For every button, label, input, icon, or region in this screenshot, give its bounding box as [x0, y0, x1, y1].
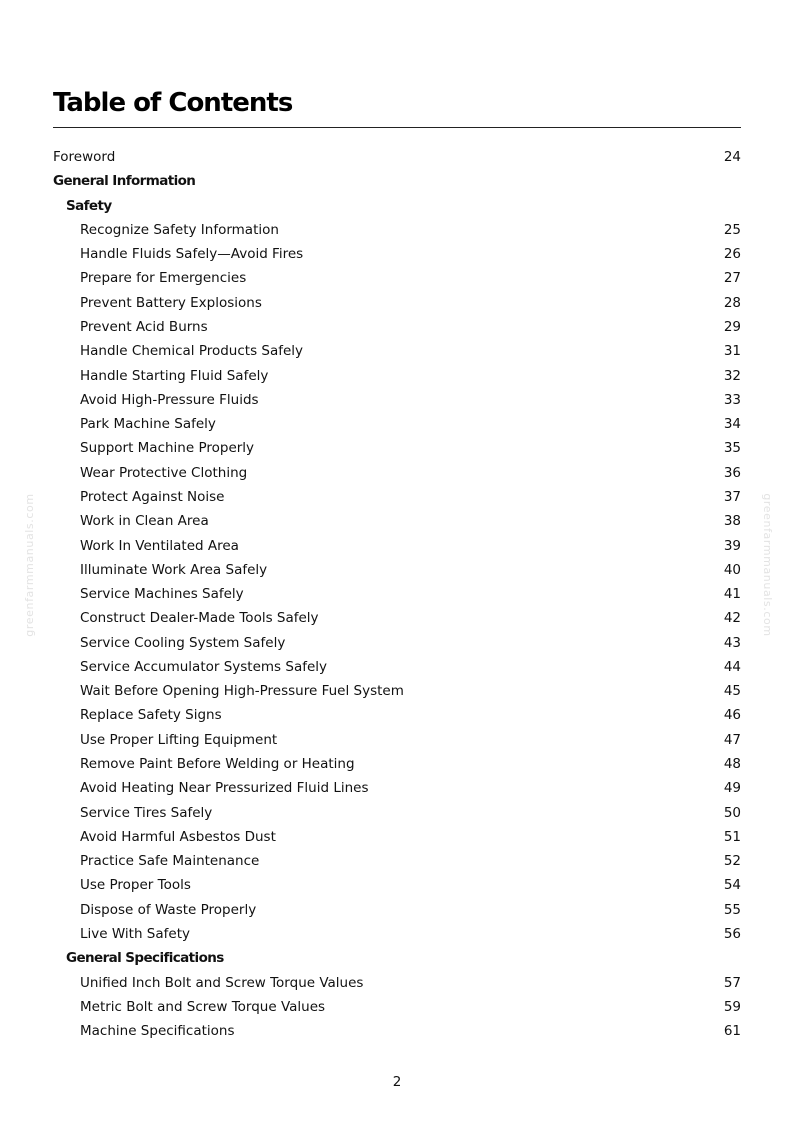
toc-entry-page: 42: [723, 610, 741, 627]
toc-entry[interactable]: [53, 801, 741, 825]
toc-entry[interactable]: [53, 752, 741, 776]
toc-entry-title: Recognize Safety Information: [80, 221, 279, 238]
toc-entry-title: Replace Safety Signs: [80, 707, 222, 724]
toc-entry-title: Avoid Harmful Asbestos Dust: [80, 828, 276, 845]
toc-entry[interactable]: [53, 364, 741, 388]
toc-entry-title: Avoid Heating Near Pressurized Fluid Lines: [80, 780, 369, 797]
toc-entry-page: 36: [723, 464, 741, 481]
toc-entry[interactable]: [53, 509, 741, 533]
toc-entry-title: Prevent Battery Explosions: [80, 294, 262, 311]
toc-entry-title: Park Machine Safely: [80, 416, 216, 433]
toc-entry[interactable]: [53, 412, 741, 436]
toc-entry-page: 57: [723, 974, 741, 991]
toc-entry-page: 56: [723, 926, 741, 942]
toc-entry[interactable]: [53, 1019, 741, 1043]
toc-section-heading: [53, 946, 741, 970]
toc-entry-title: Avoid High-Pressure Fluids: [80, 391, 259, 408]
toc-entry-page: 45: [723, 683, 741, 700]
toc-entry-page: 31: [723, 343, 741, 360]
toc-entry-title: Machine Specifications: [80, 1023, 235, 1040]
toc-entry[interactable]: [53, 242, 741, 266]
toc-entry-page: 44: [723, 658, 741, 675]
toc-entry[interactable]: [53, 898, 741, 922]
toc-entry-page: 33: [723, 391, 741, 408]
toc-entry-title: Service Tires Safely: [80, 804, 213, 821]
toc-entry-page: 27: [723, 270, 741, 287]
toc-entry[interactable]: [53, 825, 741, 849]
toc-entry[interactable]: [53, 315, 741, 339]
toc-entry[interactable]: [53, 971, 741, 995]
toc-entry-page: 43: [723, 634, 741, 651]
toc-entry-title: Wait Before Opening High-Pressure Fuel System: [80, 683, 404, 700]
table-of-contents: [53, 145, 741, 1043]
toc-section-heading: [53, 194, 741, 218]
toc-entry-page: 32: [723, 367, 741, 384]
title-divider: [53, 127, 741, 128]
toc-entry-page: 46: [723, 707, 741, 724]
page-number: 2: [392, 1074, 402, 1090]
toc-entry[interactable]: [53, 728, 741, 752]
toc-entry-title: Work in Clean Area: [80, 513, 209, 530]
toc-entry-title: Handle Chemical Products Safely: [80, 343, 304, 360]
toc-entry[interactable]: [53, 436, 741, 460]
toc-entry-title: Use Proper Tools: [80, 877, 191, 894]
toc-entry[interactable]: [53, 679, 741, 703]
toc-entry-title: Illuminate Work Area Safely: [80, 561, 268, 578]
toc-entry-page: 50: [723, 804, 741, 821]
toc-entry-title: Service Cooling System Safely: [80, 634, 286, 651]
toc-entry[interactable]: [53, 558, 741, 582]
toc-entry-page: 39: [723, 537, 741, 554]
toc-entry-title: Remove Paint Before Welding or Heating: [80, 756, 355, 773]
toc-entry-title: Metric Bolt and Screw Torque Values: [80, 998, 326, 1015]
toc-entry-title: Service Machines Safely: [80, 586, 244, 603]
toc-entry-page: 55: [723, 901, 741, 918]
toc-entry[interactable]: [53, 485, 741, 509]
toc-entry-title: Work In Ventilated Area: [80, 537, 239, 554]
toc-entry[interactable]: [53, 631, 741, 655]
toc-entry[interactable]: [53, 266, 741, 290]
toc-entry-title: Unified Inch Bolt and Screw Torque Values: [80, 974, 364, 991]
toc-entry-page: 38: [723, 513, 741, 530]
toc-entry[interactable]: [53, 388, 741, 412]
toc-entry[interactable]: [53, 849, 741, 873]
toc-entry-title: Service Accumulator Systems Safely: [80, 658, 328, 675]
toc-entry[interactable]: [53, 873, 741, 897]
toc-entry[interactable]: [53, 606, 741, 630]
toc-entry-page: 40: [723, 561, 741, 578]
toc-entry-page: 48: [723, 756, 741, 773]
toc-entry[interactable]: [53, 534, 741, 558]
toc-entry-page: 24: [723, 149, 741, 165]
toc-entry-title: Dispose of Waste Properly: [80, 901, 257, 918]
toc-entry-page: 26: [723, 246, 741, 263]
toc-entry-page: 41: [723, 586, 741, 603]
toc-entry[interactable]: [53, 339, 741, 363]
toc-entry[interactable]: [53, 291, 741, 315]
toc-entry-page: 54: [723, 877, 741, 894]
toc-entry-page: 35: [723, 440, 741, 457]
toc-entry-page: 47: [723, 731, 741, 748]
toc-entry-page: 34: [723, 416, 741, 433]
toc-entry-title: General Information: [53, 173, 196, 190]
toc-entry[interactable]: [53, 145, 741, 169]
toc-entry-title: Foreword: [53, 149, 116, 165]
toc-entry-page: 51: [723, 828, 741, 845]
toc-entry-title: Support Machine Properly: [80, 440, 255, 457]
toc-entry-title: Practice Safe Maintenance: [80, 853, 260, 870]
toc-section-heading: [53, 169, 741, 193]
toc-entry[interactable]: [53, 995, 741, 1019]
toc-entry-page: 59: [723, 998, 741, 1015]
toc-entry-title: Handle Fluids Safely—Avoid Fires: [80, 246, 304, 263]
toc-entry-title: Live With Safety: [80, 926, 190, 942]
toc-entry-page: 49: [723, 780, 741, 797]
toc-entry[interactable]: [53, 655, 741, 679]
toc-entry[interactable]: [53, 922, 741, 946]
toc-entry-page: 28: [723, 294, 741, 311]
watermark-left: greenfarmmanuals.com: [23, 493, 36, 637]
toc-entry-title: Construct Dealer-Made Tools Safely: [80, 610, 319, 627]
toc-entry[interactable]: [53, 461, 741, 485]
toc-entry-page: 37: [723, 488, 741, 505]
toc-entry-title: Protect Against Noise: [80, 488, 225, 505]
toc-entry[interactable]: [53, 776, 741, 800]
watermark-right: greenfarmmanuals.com: [761, 493, 774, 637]
toc-entry-page: 29: [723, 318, 741, 335]
toc-entry-title: Safety: [66, 197, 112, 214]
toc-entry-title: General Specifications: [66, 950, 224, 967]
toc-entry-page: 25: [723, 221, 741, 238]
toc-entry-title: Prepare for Emergencies: [80, 270, 247, 287]
toc-entry-title: Handle Starting Fluid Safely: [80, 367, 269, 384]
toc-entry[interactable]: [53, 582, 741, 606]
toc-entry-title: Use Proper Lifting Equipment: [80, 731, 278, 748]
toc-entry[interactable]: [53, 218, 741, 242]
toc-entry-page: 52: [723, 853, 741, 870]
toc-entry-title: Prevent Acid Burns: [80, 318, 208, 335]
toc-entry-title: Wear Protective Clothing: [80, 464, 248, 481]
page-title: Table of Contents: [53, 88, 293, 118]
toc-entry-page: 61: [723, 1023, 741, 1040]
toc-entry[interactable]: [53, 703, 741, 727]
